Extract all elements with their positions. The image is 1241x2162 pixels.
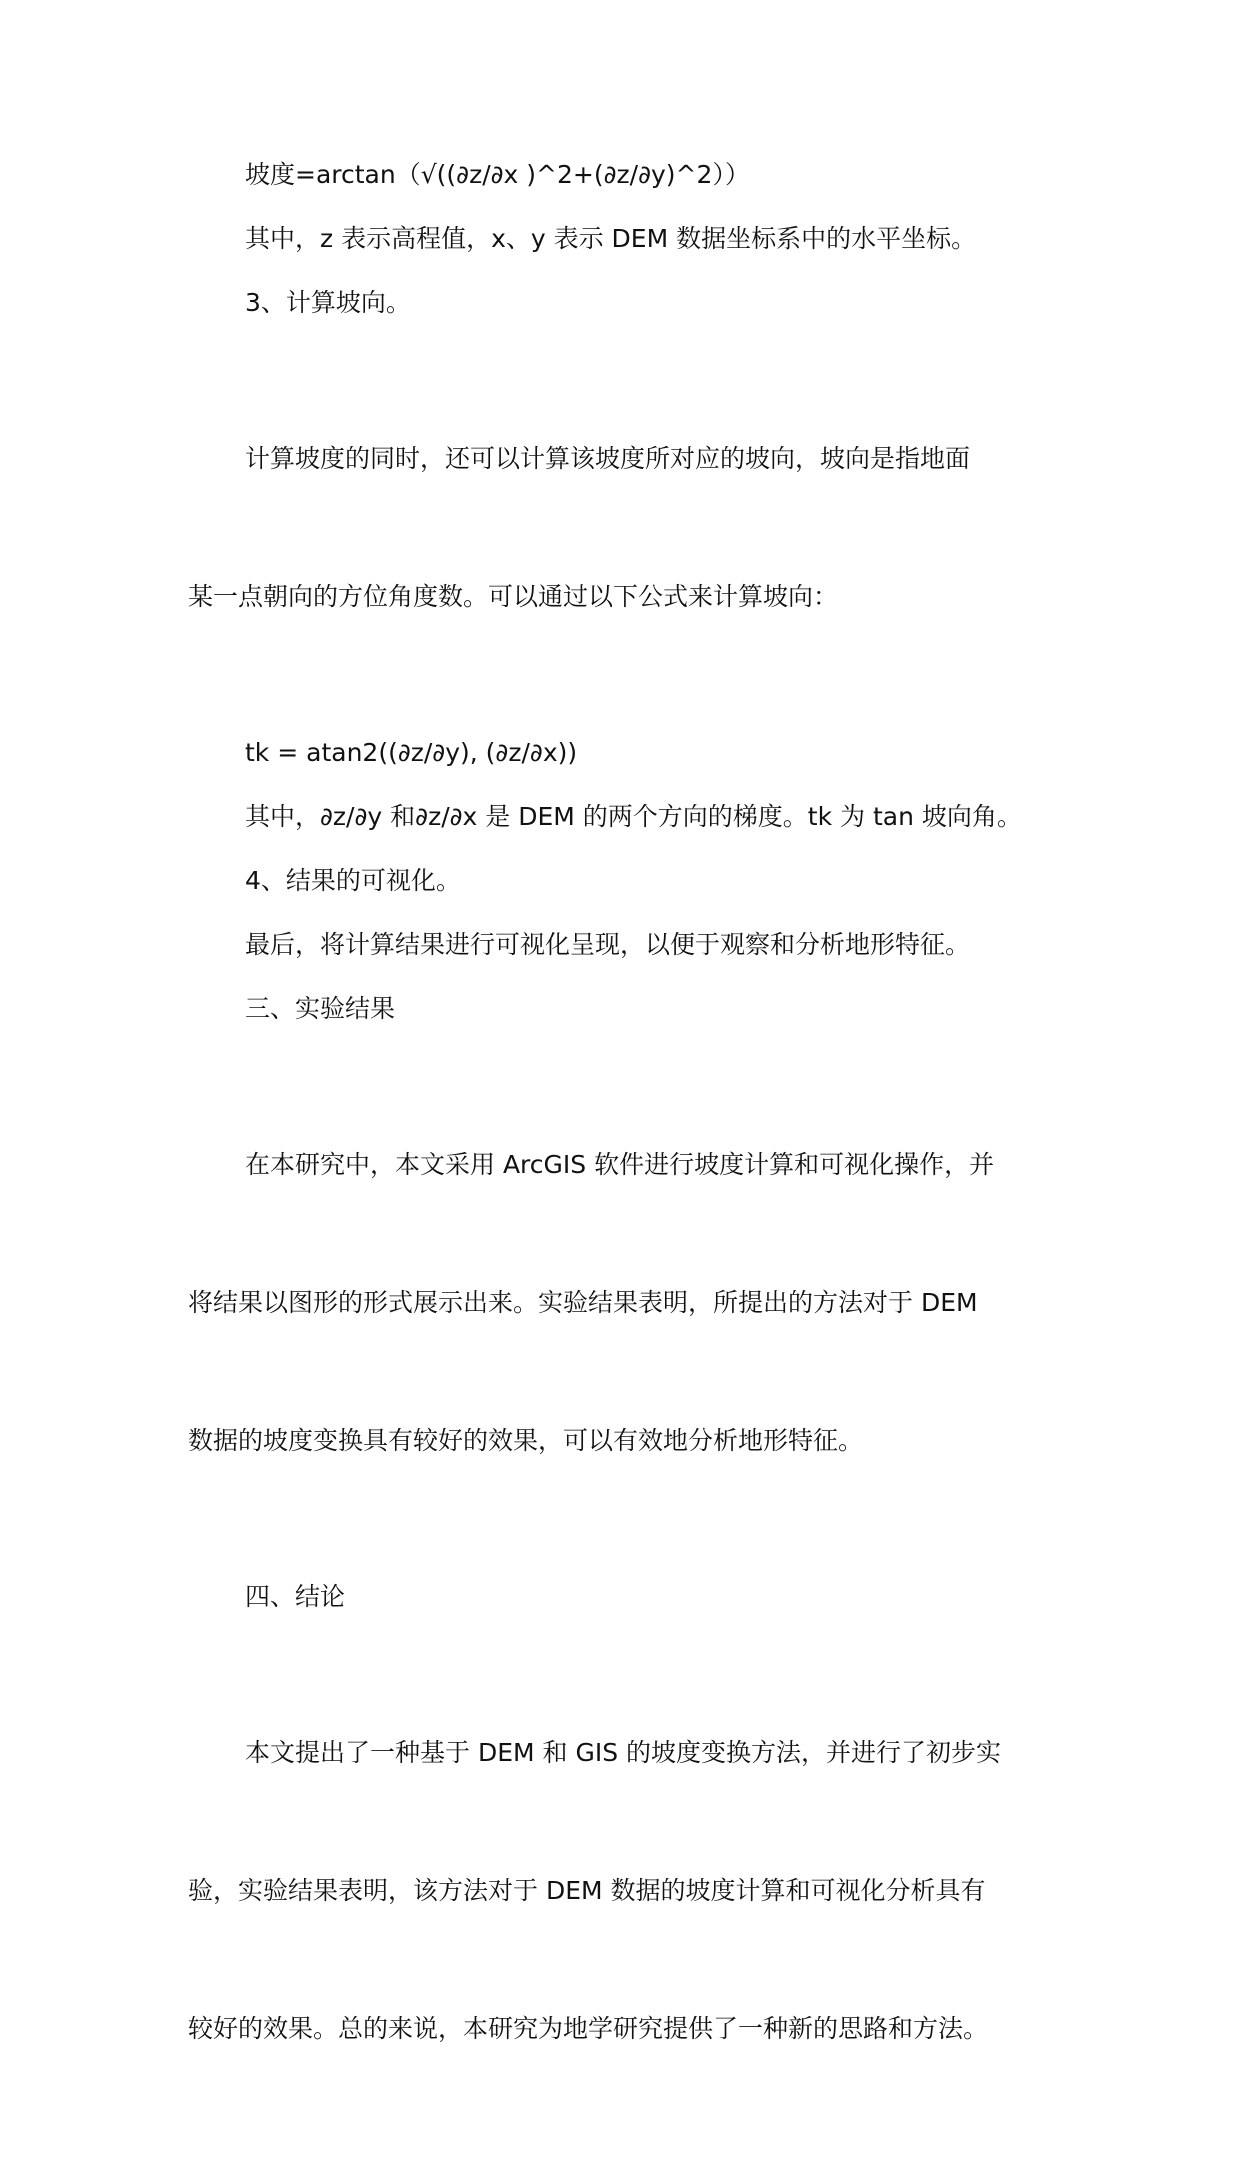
results-paragraph-line-2: 将结果以图形的形式展示出来。实验结果表明，所提出的方法对于 DEM [188, 1288, 978, 1317]
slope-formula-explanation [188, 216, 1088, 262]
aspect-description [188, 344, 1088, 712]
slope-formula [188, 152, 1088, 198]
step-3-heading [188, 280, 1088, 326]
results-paragraph [188, 1050, 1088, 1556]
section-3-heading [188, 986, 1088, 1032]
conclusion-paragraph-line-1: 本文提出了一种基于 DEM 和 GIS 的坡度变换方法，并进行了初步实 [245, 1738, 1002, 1767]
conclusion-paragraph-line-3: 较好的效果。总的来说，本研究为地学研究提供了一种新的思路和方法。 [188, 2014, 989, 2043]
results-paragraph-line-3: 数据的坡度变换具有较好的效果，可以有效地分析地形特征。 [188, 1426, 864, 1455]
aspect-formula-explanation [188, 794, 1088, 840]
results-paragraph-line-1: 在本研究中，本文采用 ArcGIS 软件进行坡度计算和可视化操作，并 [245, 1150, 995, 1179]
section-4-heading [188, 1574, 1088, 1620]
aspect-description-line-1: 计算坡度的同时，还可以计算该坡度所对应的坡向，坡向是指地面 [245, 444, 971, 473]
conclusion-paragraph-line-2: 验，实验结果表明，该方法对于 DEM 数据的坡度计算和可视化分析具有 [188, 1876, 986, 1905]
aspect-formula-text: tk = atan2((∂z/∂y), (∂z/∂x)) [245, 738, 578, 767]
visualization-paragraph-text: 最后，将计算结果进行可视化呈现，以便于观察和分析地形特征。 [245, 930, 971, 959]
section-4-heading-text: 四、结论 [245, 1582, 346, 1611]
aspect-formula [188, 730, 1088, 776]
aspect-description-line-2: 某一点朝向的方位角度数。可以通过以下公式来计算坡向： [188, 582, 839, 611]
conclusion-paragraph [188, 1638, 1088, 2144]
step-4-heading-text: 4、结果的可视化。 [245, 866, 461, 895]
section-3-heading-text: 三、实验结果 [245, 994, 396, 1023]
slope-formula-explanation-text: 其中，z 表示高程值，x、y 表示 DEM 数据坐标系中的水平坐标。 [245, 224, 977, 253]
step-4-heading [188, 858, 1088, 904]
aspect-formula-explanation-text: 其中，∂z/∂y 和∂z/∂x 是 DEM 的两个方向的梯度。tk 为 tan 坡向角。 [245, 802, 1022, 831]
visualization-paragraph [188, 922, 1088, 968]
slope-formula-text: 坡度=arctan（√((∂z/∂x )^2+(∂z/∂y)^2）） [245, 160, 750, 189]
step-3-heading-text: 3、计算坡向。 [245, 288, 411, 317]
document-body [188, 152, 1088, 2162]
